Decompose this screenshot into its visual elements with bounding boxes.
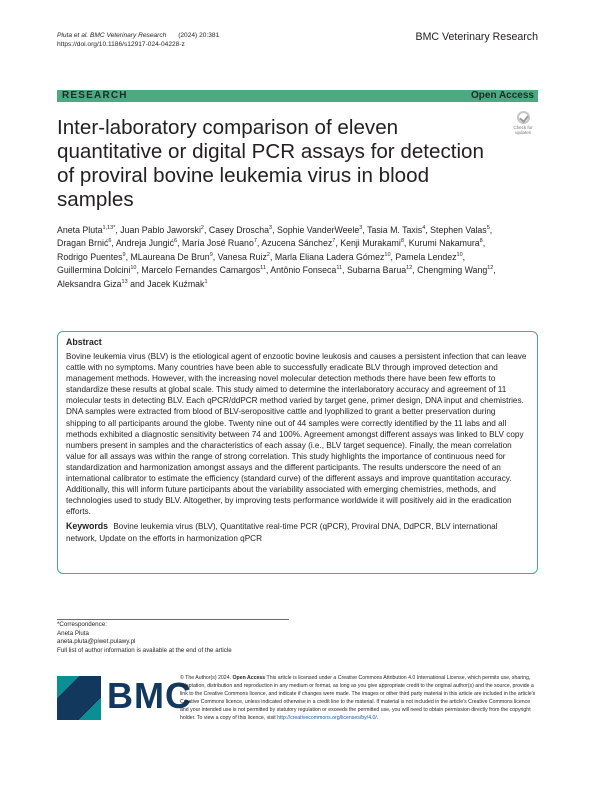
bmc-logo-text: BMC (107, 675, 192, 716)
author-name[interactable]: Subarna Barua (346, 265, 407, 276)
author-affiliation: 7 (253, 238, 257, 245)
author-affiliation: 6 (108, 238, 112, 245)
author-affiliation: 5 (486, 225, 490, 231)
author-name[interactable]: MLaureana De Brun (130, 251, 210, 262)
author-affiliation: 8 (400, 238, 404, 245)
check-updates-label: Check for updates (513, 125, 533, 135)
author-affiliation: 13 (121, 278, 128, 285)
author-affiliation: 2 (200, 225, 204, 231)
author-affiliation: 3 (359, 225, 363, 231)
article-type-banner (57, 90, 538, 102)
author-list: Aneta Pluta$^{1,13*}$, Juan Pablo Jaworski$^2$, Casey Droscha$^3$, Sophie VanderWeele$^3$, Tasia M. Taxis$^4$, Stephen Valas$^5$, Dragan Brnić$^6$, Andreja Jungić$^6$, María José Ruano$^7$, Azucena Sánchez$^7$, Kenji Murakami$^8$, Kurumi Nakamura$^8$, Rodrigo Puentes$^9$, MLaureana De Brun$^9$, Vanesa Ruiz$^2$, Marla Eliana Ladera Gómez$^{10}$, Pamela Lendez$^{10}$, Guillermina Dolcini$^{10}$, Marcelo Fernandes Camargos$^{11}$, Antônio Fonseca$^{11}$, Subarna Barua$^{12}$, Chengming Wang$^{12}$, Aleksandra Giza$^{13}$ and Jacek Kuźmak$^1$ (57, 225, 496, 289)
author-affiliation: 12 (406, 265, 413, 272)
author-name[interactable]: Pamela Lendez (395, 251, 457, 262)
author-name[interactable]: María José Ruano (181, 238, 254, 249)
author-affiliation: 1 (204, 278, 208, 285)
author-name[interactable]: Antônio Fonseca (270, 265, 337, 276)
correspondence (57, 621, 232, 655)
author-affiliation: 6 (174, 238, 178, 245)
author-info-note: Full list of author information is available at the end of the article (57, 646, 232, 654)
section-label: RESEARCH (62, 90, 128, 101)
license-statement: © The Author(s) 2024. Open Access This article is licensed under a Creative Commons Attribution 4.0 International License, which permits use, sharing, adaptation, distribution and reproduction in any medium or format, as long as you give appropriate credit to the original author(s) and the source, provide a link to the Creative Commons licence, and indicate if changes were made. The images or other third party material in this article are included in the article's Creative Commons licence, unless indicated otherwise in a credit line to the material. If material is not included in the article's Creative Commons licence and your intended use is not permitted by statutory regulation or exceeds the permitted use, you will need to obtain permission directly from the copyright holder. To view a copy of this licence, visit http://creativecommons.org/licenses/by/4.0/. (180, 675, 536, 721)
author-name[interactable]: Dragan Brnić (57, 238, 109, 249)
author-affiliation: 9 (209, 251, 213, 258)
author-name[interactable]: Andreja Jungić (115, 238, 175, 249)
journal-name: BMC Veterinary Research (415, 31, 538, 43)
keywords-label: Keywords (66, 521, 109, 532)
check-mark-icon (517, 111, 530, 124)
author-name[interactable]: Aneta Pluta (57, 225, 103, 235)
license-open-access: Open Access (232, 675, 266, 681)
author-affiliation: 10 (130, 265, 137, 272)
author-name[interactable]: Aleksandra Giza (57, 278, 122, 289)
abstract-box (57, 331, 538, 574)
running-header (57, 31, 229, 49)
keywords (66, 521, 528, 543)
doi-link[interactable]: https://doi.org/10.1186/s12917-024-04228-z (57, 41, 185, 48)
author-name[interactable]: Stephen Valas (430, 225, 487, 235)
author-name[interactable]: Sophie VanderWeele (276, 225, 360, 235)
license-link[interactable]: http://creativecommons.org/licenses/by/4.0/ (277, 714, 377, 721)
article-title: Inter-laboratory comparison of eleven quantitative or digital PCR assays for detection of proviral bovine leukemia virus in blood samples (57, 116, 484, 211)
author-name[interactable]: Tasia M. Taxis (367, 225, 423, 235)
citation-year-pages: (2024) 20:381 (178, 32, 220, 39)
footnote-divider (57, 619, 289, 620)
author-affiliation: 4 (422, 225, 426, 231)
correspondence-name: Aneta Pluta (57, 629, 89, 637)
author-name[interactable]: Marcelo Fernandes Camargos (141, 265, 261, 276)
author-name[interactable]: Kenji Murakami (340, 238, 401, 249)
abstract-text: Bovine leukemia virus (BLV) is the etiological agent of enzootic bovine leukosis and causes a persistent infection that can leave cattle with no symptoms. Many countries have been able to successfully eradicate BLV through improved detection and management methods. However, with the increasing novel molecular detection methods there have been few efforts to standardize these results at global scale. This study aimed to determine the interlaboratory accuracy and agreement of 11 molecular tests in detecting BLV. Each qPCR/ddPCR method varied by target gene, primer design, DNA input and chemistries. DNA samples were extracted from blood of BLV-seropositive cattle and lyophilized to grant a better preservation during shipping to all participants around the globe. Twenty nine out of 44 samples were correctly identified by the 11 labs and all methods exhibited a diagnostic sensitivity between 74 and 100%. Agreement amongst different assays was linked to BLV copy numbers present in samples and the characteristics of each assay (i.e., BLV target sequence). Finally, the mean correlation value for all assays was within the range of strong correlation. This study highlights the importance of continuous need for standardization and harmonization amongst assays and the different participants. The results underscore the need of an international calibrator to estimate the efficiency (standard curve) of the different assays and improve quantitation accuracy. Additionally, this will inform future participants about the variability associated with emerging chemistries, methods, and technologies used to study BLV. Altogether, by improving tests performance worldwide it will positively aid in the eradication efforts. (66, 352, 527, 517)
author-affiliation: 10 (384, 251, 391, 258)
author-affiliation: 12 (487, 265, 494, 272)
correspondence-email[interactable]: aneta.pluta@piwet.pulawy.pl (57, 638, 136, 646)
author-name[interactable]: Azucena Sánchez (261, 238, 333, 249)
author-name[interactable]: Casey Droscha (208, 225, 270, 235)
keywords-text: Bovine leukemia virus (BLV), Quantitative real-time PCR (qPCR), Proviral DNA, DdPCR, BLV international network, Update on the efforts in harmonization qPCR (66, 522, 498, 543)
author-affiliation: 9 (122, 251, 126, 258)
license-text: This article is licensed under a Creative Commons Attribution 4.0 International License, which permits use, sharing, adaptation, distribution and reproduction in any medium or format, as long as you give appropriate credit to the original author(s) and the source, provide a link to the Creative Commons licence, and indicate if changes were made. The images or other third party material in this article are included in the article's Creative Commons licence, unless indicated otherwise in a credit line to the material. If material is not included in the article's Creative Commons licence and your intended use is not permitted by statutory regulation or exceeds the permitted use, you will need to obtain permission directly from the copyright holder. To view a copy of this licence, visit (180, 675, 536, 721)
author-affiliation: 10 (456, 251, 463, 258)
author-affiliation: 2 (266, 251, 270, 258)
author-affiliation: 8 (479, 238, 483, 245)
author-name[interactable]: Vanesa Ruiz (217, 251, 267, 262)
check-for-updates-badge[interactable] (508, 111, 538, 139)
abstract-heading: Abstract (66, 337, 102, 347)
author-affiliation: 7 (332, 238, 336, 245)
author-name[interactable]: Rodrigo Puentes (57, 251, 123, 262)
author-affiliation: 1,13* (102, 225, 116, 231)
author-affiliation: 11 (336, 265, 343, 272)
open-access-label: Open Access (471, 90, 534, 101)
author-name[interactable]: Marla Eliana Ladera Gómez (274, 251, 385, 262)
author-affiliation: 11 (260, 265, 266, 272)
author-name[interactable]: Juan Pablo Jaworski (120, 225, 201, 235)
citation-authors: Pluta et al. BMC Veterinary Research (57, 32, 167, 39)
correspondence-label: *Correspondence: (57, 621, 107, 628)
copyright: © The Author(s) 2024. (180, 675, 232, 681)
author-affiliation: 3 (269, 225, 273, 231)
author-name[interactable]: Jacek Kuźmak (147, 278, 205, 289)
author-name[interactable]: Guillermina Dolcini (57, 265, 131, 276)
bmc-logo-icon (57, 676, 101, 720)
author-name[interactable]: Chengming Wang (417, 265, 488, 276)
author-name[interactable]: Kurumi Nakamura (408, 238, 480, 249)
